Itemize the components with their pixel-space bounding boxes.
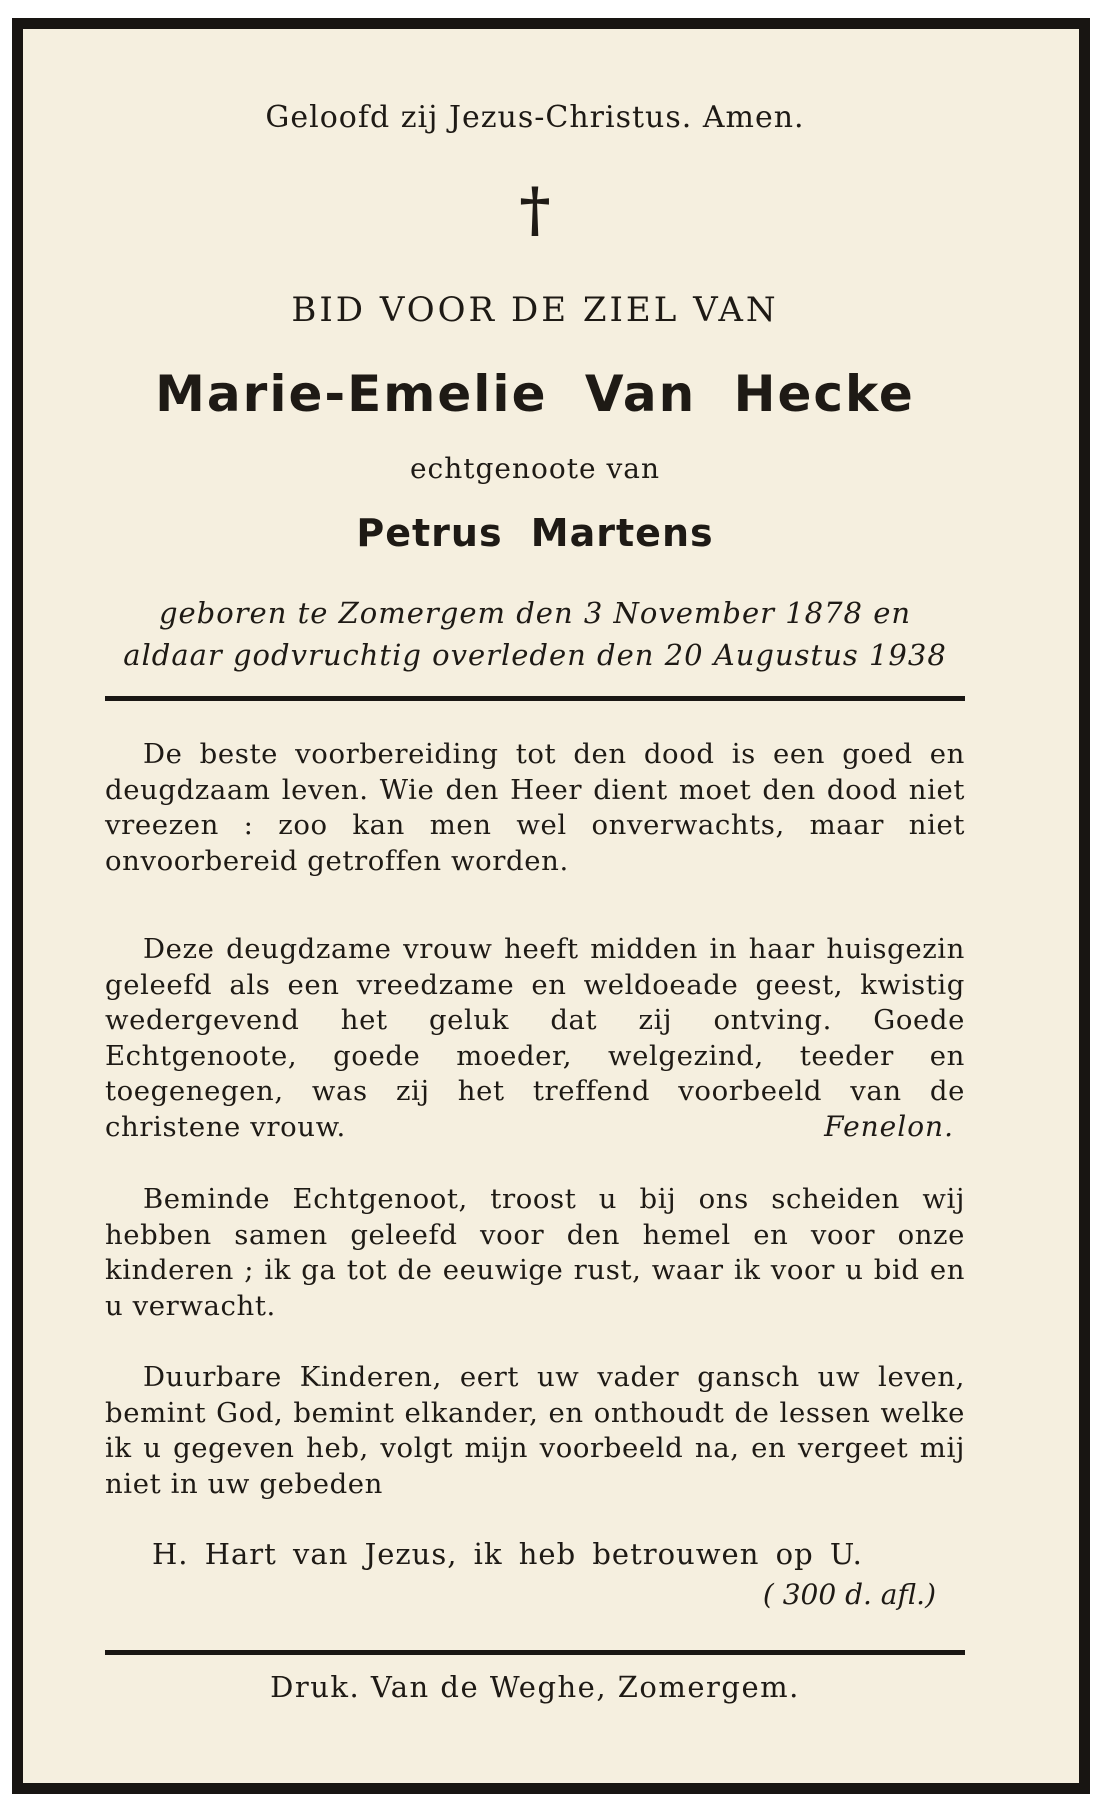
cross-icon: † bbox=[519, 175, 551, 245]
birth-line: geboren te Zomergem den 3 November 1878 en bbox=[158, 596, 912, 630]
paragraph-2: Deze deugdzame vrouw heeft midden in haar huisgezin geleefd als een vreedzame en weldoeade geest, kwistig wedergevend het geluk dat zij ontving. Goede Echtgenoote, goede moeder, welgezind, teeder en toegenegen, was zij het treffend voorbeeld van de christene vrouw. bbox=[105, 933, 965, 1143]
divider-top bbox=[105, 696, 965, 701]
paragraph-4: Duurbare Kinderen, eert uw vader gansch uw leven, bemint God, bemint elkander, en onthoudt de lessen welke ik u gegeven heb, volgt mijn voorbeeld na, en vergeet mij niet in uw gebeden bbox=[105, 1361, 965, 1500]
memorial-card bbox=[12, 18, 1090, 1794]
life-dates bbox=[105, 592, 965, 676]
spouse-name: Petrus Martens bbox=[356, 511, 714, 555]
deceased-name: Marie-Emelie Van Hecke bbox=[155, 365, 915, 423]
relation-text: echtgenoote van bbox=[409, 452, 661, 485]
printer-credit: Druk. Van de Weghe, Zomergem. bbox=[270, 1670, 800, 1704]
invocation-text: Geloofd zij Jezus-Christus. Amen. bbox=[265, 100, 805, 135]
paragraph-3: Beminde Echtgenoot, troost u bij ons scheiden wij hebben samen geleefd voor den hemel en voor onze kinderen ; ik ga tot de eeuwige rust, waar ik voor u bid en u verwacht. bbox=[105, 1183, 965, 1322]
divider-bottom bbox=[105, 1650, 965, 1655]
paragraph-1: De beste voorbereiding tot den dood is een goed en deugdzaam leven. Wie den Heer dient moet den dood niet vreezen : zoo kan men wel onverwachts, maar niet onvoorbereid getroffen worden. bbox=[105, 738, 965, 877]
attribution: Fenelon. bbox=[824, 1110, 954, 1143]
closing-prayer: H. Hart van Jezus, ik heb betrouwen op U. bbox=[152, 1537, 863, 1571]
indulgence-note: ( 300 d. afl.) bbox=[762, 1578, 936, 1611]
prayer-intro: BID VOOR DE ZIEL VAN bbox=[291, 290, 779, 330]
death-line: aldaar godvruchtig overleden den 20 Augustus 1938 bbox=[123, 638, 947, 672]
